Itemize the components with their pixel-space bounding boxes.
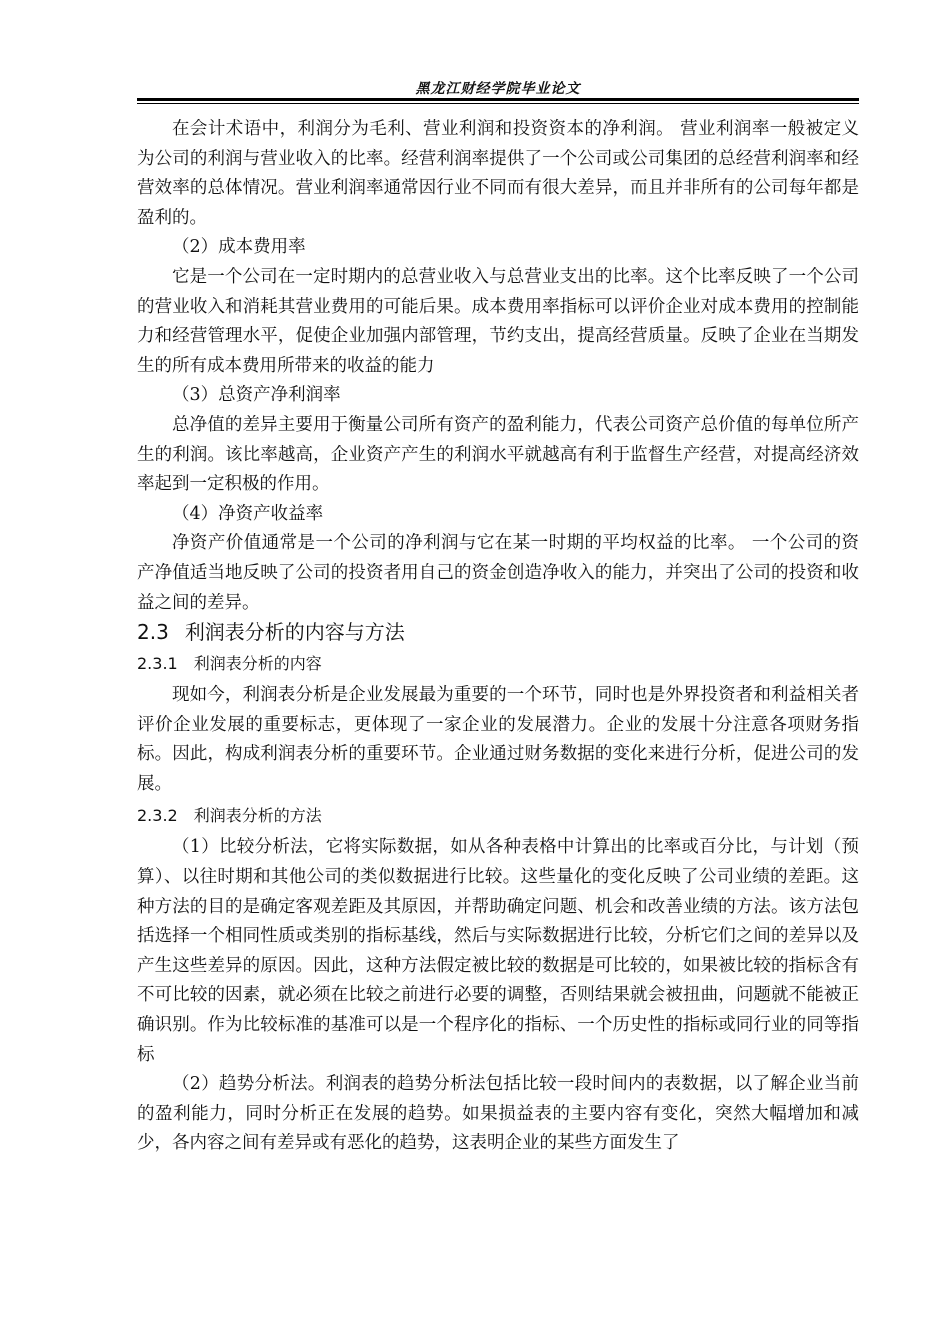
list-item-heading: （4）净资产收益率 (172, 503, 324, 524)
subsection-number: 2.3.2 (137, 806, 178, 826)
subsection-heading (137, 799, 859, 833)
subsection-heading (137, 647, 859, 681)
document-body (137, 115, 859, 1159)
subsection-title: 利润表分析的方法 (193, 806, 322, 826)
section-heading (137, 618, 859, 647)
paragraph: 在会计术语中，利润分为毛利、营业利润和投资资本的净利润。 营业利润率一般被定义为公司的利润与营业收入的比率。经营利润率提供了一个公司或公司集团的总经营利润率和经营效率的总体情况。营业利润率通常因行业不同而有很大差异，而且并非所有的公司每年都是盈利的。 (137, 119, 859, 228)
paragraph: （1）比较分析法，它将实际数据，如从各种表格中计算出的比率或百分比，与计划（预算）、以往时期和其他公司的类似数据进行比较。这些量化的变化反映了公司业绩的差距。这种方法的目的是确定客观差距及其原因，并帮助确定问题、机会和改善业绩的方法。该方法包括选择一个相同性质或类别的指标基线，然后与实际数据进行比较，分析它们之间的差异以及产生这些差异的原因。因此，这种方法假定被比较的数据是可比较的，如果被比较的指标含有不可比较的因素，就必须在比较之前进行必要的调整，否则结果就会被扭曲，问题就不能被正确识别。作为比较标准的基准可以是一个程序化的指标、一个历史性的指标或同行业的同等指标 (137, 837, 859, 1065)
list-item-heading: （3）总资产净利润率 (172, 385, 341, 406)
header-title: 黑龙江财经学院毕业论文 (415, 81, 581, 97)
paragraph: 净资产价值通常是一个公司的净利润与它在某一时期的平均权益的比率。 一个公司的资产净值适当地反映了公司的投资者用自己的资金创造净收入的能力，并突出了公司的投资和收益之间的差异。 (137, 533, 859, 613)
paragraph: 总净值的差异主要用于衡量公司所有资产的盈利能力，代表公司资产总价值的每单位所产生的利润。该比率越高，企业资产产生的利润水平就越高有利于监督生产经营，对提高经济效率起到一定积极的作用。 (137, 414, 859, 495)
section-number: 2.3 (137, 620, 169, 645)
paragraph: 它是一个公司在一定时期内的总营业收入与总营业支出的比率。这个比率反映了一个公司的营业收入和消耗其营业费用的可能后果。成本费用率指标可以评价企业对成本费用的控制能力和经营管理水平，促使企业加强内部管理，节约支出，提高经营质量。反映了企业在当期发生的所有成本费用所带来的收益的能力 (137, 266, 859, 376)
header-rule-thin (137, 103, 859, 104)
section-title: 利润表分析的内容与方法 (184, 620, 405, 645)
subsection-number: 2.3.1 (137, 654, 178, 674)
paragraph: 现如今，利润表分析是企业发展最为重要的一个环节，同时也是外界投资者和利益相关者评价企业发展的重要标志，更体现了一家企业的发展潜力。企业的发展十分注意各项财务指标。因此，构成利润表分析的重要环节。企业通过财务数据的变化来进行分析，促进公司的发展。 (137, 685, 859, 794)
header-rule-thick (137, 98, 859, 101)
subsection-title: 利润表分析的内容 (193, 654, 322, 674)
page-header (137, 78, 859, 108)
paragraph: （2）趋势分析法。利润表的趋势分析法包括比较一段时间内的表数据，以了解企业当前的盈利能力，同时分析正在发展的趋势。如果损益表的主要内容有变化，突然大幅增加和减少，各内容之间有差异或有恶化的趋势，这表明企业的某些方面发生了 (137, 1074, 859, 1154)
list-item-heading: （2）成本费用率 (172, 237, 306, 258)
